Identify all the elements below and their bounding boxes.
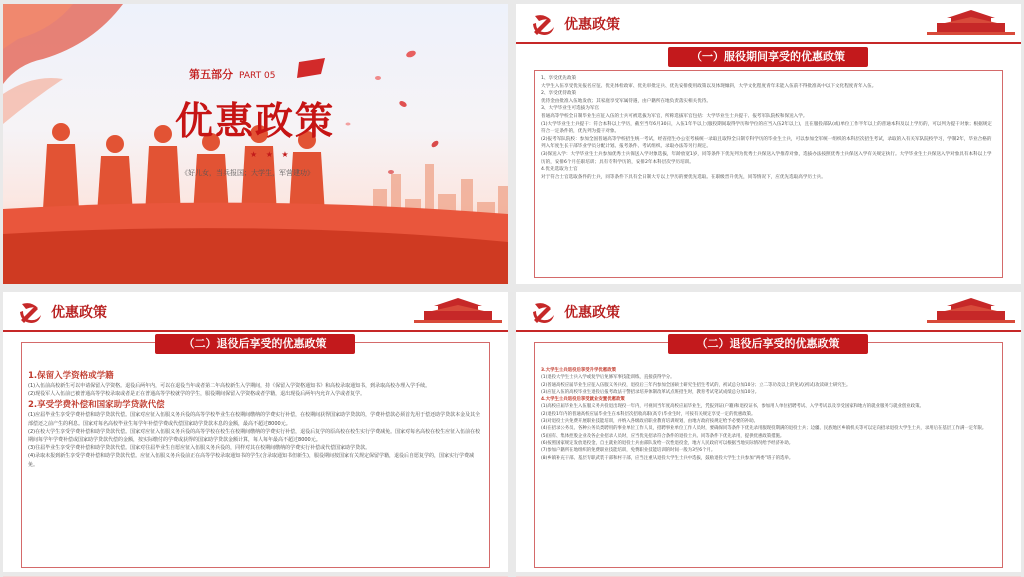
section-heading: 4.大学生士兵退役后享受就业安置优惠政策 xyxy=(541,397,625,403)
tiananmen-icon xyxy=(927,6,1015,36)
cover-slogan: 《好儿女，当兵报国；大学生，军营建功》 xyxy=(181,169,314,177)
content-text xyxy=(541,75,994,181)
text-line: (8)乡镇补充干部、基层专职武装干部和村干部，应当注重从退役大学生士兵中选拔，鼓励退役大学生士兵参加“两委”班子的选举。 xyxy=(541,455,794,461)
text-line: 3、大学毕业生可选拔为军官 xyxy=(541,106,600,112)
party-emblem-icon xyxy=(530,12,556,38)
section-heading: 1.保留入学资格或学籍 xyxy=(28,371,114,381)
text-line: (2)现役军人入伍前已被普通高等学校录取或者是正在普通高等学校就学的学生，服役期间保留入学资格或者学籍，退出现役后两年内允许入学或者复学。 xyxy=(28,391,366,398)
content-frame xyxy=(21,342,490,568)
text-line: (3)对退役士兵免费开展职业技能培训，并纳入各级政府职业教育培训规划，由地方政府按规定给予必要的补助。 xyxy=(541,419,758,425)
text-line: (5)国有、集体控股企业及各企业招录人员时，应当优先招录符合条件的退役士兵。同等条件下优先录用，提供优惠政策措施。 xyxy=(541,433,785,439)
slide-post-service-benefits-1[interactable] xyxy=(3,292,508,572)
text-line: (3)往届毕业生享受学费补偿和助学贷款代偿。国家对往届毕业生自愿应征入伍服义务兵役的，同样对其在校期间缴纳的学费实行补偿或代偿国家助学贷款。 xyxy=(28,445,371,452)
slide-header-title: 优惠政策 xyxy=(564,305,620,321)
text-line: (2)退役1年内的普通高校应届毕业生在本科层次招收高职(高专)毕业生时，可按有关规定享受一定的优惠政策。 xyxy=(541,411,756,417)
party-emblem-icon xyxy=(530,300,556,326)
text-line: (1)大学毕业生士兵提干：符合本科以上学历，截至当年6月30日，入伍1年半以上(服役期间取得学历和学位的应当入伍2年以上)，且在服役部队(或)单位工作半年以上的普通本科及以上学历的，可以列为提干对象；根据规定符合一定条件的，优先列为提干对象。 xyxy=(541,121,992,135)
content-text xyxy=(28,369,481,469)
cover-title: 优惠政策 xyxy=(175,98,336,143)
text-line: (2)普通高校应届毕业生应征入伍服义务兵役，退役后三年内参加全国硕士研究生招生考试的，初试总分加10分；立二等功及以上的免试(初试)攻读硕士研究生。 xyxy=(541,382,851,388)
text-line: 2、享受优待政策 xyxy=(541,91,577,97)
section-heading: 3.大学生士兵退役后享受升学优惠政策 xyxy=(541,368,616,373)
tiananmen-icon xyxy=(927,294,1015,324)
cover-part-label xyxy=(189,66,275,82)
text-line: (3)应征入伍的高校毕业生退役后报考政法干警招录培养体制改革试点班招生时，教育考试笔试成绩总分加10分。 xyxy=(541,389,760,395)
header-divider xyxy=(516,330,1021,332)
section-ribbon: （二）退役后享受的优惠政策 xyxy=(668,334,868,354)
text-line: 优待金由批准入伍地发放；其家庭享受军属待遇，由户籍所在地负责落实相关优待。 xyxy=(541,98,711,104)
cover-slide[interactable] xyxy=(3,4,508,284)
text-line: (4)录取未报到新生享受学费补偿和助学贷款代偿。应征入伍服义务兵役前正在高等学校录取通知书的学生(含录取通知书但新生)，服役期间按国家有关规定保留学籍，退役后自愿复学的，国家实行学费减免。 xyxy=(28,453,474,468)
content-frame xyxy=(534,70,1003,278)
text-line: 大学生入伍享受优先报名应征、优先体检政审、优先审批定兵、优先安排使用政策以及体现倾斜，大学文化程度青年未能入伍前不得批准高中以下文化程度青年入伍。 xyxy=(541,83,877,89)
party-emblem-icon xyxy=(17,300,43,326)
text-line: (1)应届毕业生享受学费补偿和助学贷款代偿。国家对应征入伍服义务兵役的高等学校毕业生在校期间缴纳的学费实行补偿，在校期间获得国家助学贷款的，学费补偿款必须首先用于偿还助学贷款本金及其全部偿还之前产生的利息。国家对每名高校毕业生每学年补偿学费或代偿国家助学贷款本息的金额，最高不超过8000元。 xyxy=(28,412,481,427)
text-line: (2)报考军队院校：参加全国普通高等学校招生统一考试，经省招生办公室考核统一录取且取得全日制专科学历的毕业生士兵，可以参加全军统一组织的本科层次招生考试，录取的入有关军队院校学习，学制2年，毕业合格的列入年度生长干部毕业学员分配计划。报考条件、考试组织、录取办法等另行规定。 xyxy=(541,136,992,150)
section-ribbon: （二）退役后享受的优惠政策 xyxy=(155,334,355,354)
slide-service-benefits[interactable] xyxy=(516,4,1021,284)
text-line: 1、享受优先政策 xyxy=(541,76,577,81)
tiananmen-icon xyxy=(414,294,502,324)
text-line: (7)参加户籍所在地组织的免费职业技能培训，免费职业技能培训的时间一般为3至6个月。 xyxy=(541,448,716,454)
cover-part-cn: 第五部分 xyxy=(189,68,233,81)
text-line: 4.优先选取为士官 xyxy=(541,167,578,173)
slide-post-service-benefits-2[interactable] xyxy=(516,292,1021,572)
header-divider xyxy=(3,330,508,332)
text-line: (6)按照国家规定发放退役金，自主就业的退役士兵由部队发给一次性退役金，地方人民政府可以根据当地实际情况给予经济补助。 xyxy=(541,440,794,446)
section-heading: 2.享受学费补偿和国家助学贷款代偿 xyxy=(28,400,165,411)
text-line: (3)保送入学：大学毕业生士兵参加优秀士兵保送入学对象选拔，年龄放宽1岁，同等条件下优先列为优秀士兵保送入学推荐对象，选拔办法按照优秀士兵保送入学有关规定执行。大学毕业生士兵保送入学对象具有本科以上学历的，安排6个月任职培训；具有专科学历的，安排2年本科层次学历培训。 xyxy=(541,151,992,165)
section-ribbon: （一）服役期间享受的优惠政策 xyxy=(668,47,868,67)
text-line: (4)在招录公务员、各种公务员类聘用的事业单位工作人员，招聘事业单位工作人员时，要确保同等条件下优先录用服现役期满的退役士兵；边疆、民族地区乡镇机关等可以定向招录退役大学生士兵，录用后在基层工作满一定年限。 xyxy=(541,426,987,432)
content-text xyxy=(541,367,994,462)
header-divider xyxy=(516,42,1021,44)
slide-header-title: 优惠政策 xyxy=(564,17,620,33)
cover-part-en: PART 05 xyxy=(239,71,276,81)
slide-header-title: 优惠政策 xyxy=(51,305,107,321)
text-line: (2)在校大学生享受学费补偿和助学贷款代偿。国家对应征入伍服义务兵役的高等学校在校生在校期间缴纳的学费实行补偿，退役后复学的原高校在校生实行学费减免。国家对每名高校在校生应征入伍前在校期间每学年学费补偿或国家助学贷款代偿的金额，按实际缴付的学费或获得的国家助学贷款金额计算，每人每年最高不超过8000元。 xyxy=(28,428,481,444)
text-line: 普通高等学校全日制毕业生应征入伍的士兵可被选拔为军官，所称选拔军官包括：大学毕业生士兵提干、报考军队院校和保送入学。 xyxy=(541,113,808,119)
text-line: (1)入伍前高校新生可以申请保留入学资格。退役后两年内，可以在退役当年或者第二年高校新生入学期间，持《保留入学资格通知书》和高校录取通知书，到录取高校办理入学手续。 xyxy=(28,383,431,389)
content-frame xyxy=(534,342,1003,568)
text-line: 对于符合士官选取条件的士兵，同等条件下具有全日制大专以上学历的要优先选取。在职级晋升优先，同等情况下，应优先选取高学历士兵。 xyxy=(541,174,826,180)
cover-stars: ★ ★ ★ xyxy=(250,150,292,159)
text-line: (1)高校应届毕业生入伍服义务兵役退出现役一年内，可视同当年度高校应届毕业生，凭报到证(户籍)和退役证书，参加用人单位招聘考试、入学考试以及享受国家和地方的就业服务与就业创业政策。 xyxy=(541,404,924,410)
text-line: (1)退役大学生士兵入学或复学后免修军事技能训练，直接获得学分。 xyxy=(541,375,675,381)
